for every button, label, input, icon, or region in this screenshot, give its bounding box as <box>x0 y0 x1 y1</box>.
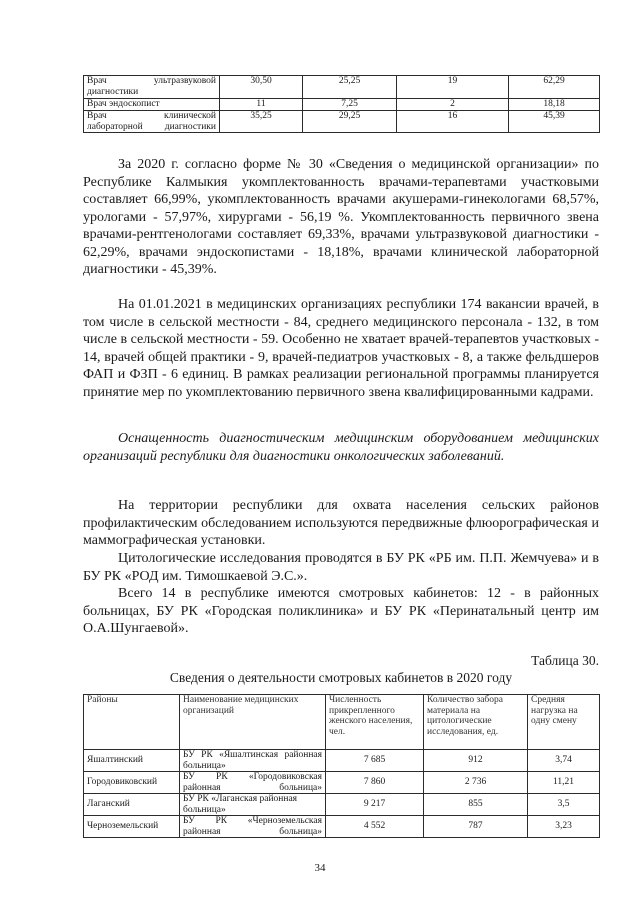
table-row <box>84 76 600 99</box>
table-cell: БУ РК «Черноземельская районная больница» <box>180 816 326 838</box>
column-header: Численность прикрепленного женского населения, чел. <box>326 695 424 750</box>
table-cell: 3,5 <box>528 794 600 816</box>
table-cell: 29,25 <box>303 111 397 133</box>
paragraph: Всего 14 в республике имеются смотровых кабинетов: 12 - в районных больницах, БУ РК «Городская поликлиника» и БУ РК «Перинатальный центр им О.А.Шунгаевой». <box>83 586 599 636</box>
paragraph: За 2020 г. согласно форме № 30 «Сведения о медицинской организации» по Республике Калмыкия укомплектованность врачами-терапевтами участковыми составляет 66,99%, укомплектованность врачами акушерами-гинекологами 68,57%, урологами - 57,97%, хирургами - 56,19 %. Укомплектованность первичного звена врачами-рентгенологами составляет 69,33%, врачами ультразвуковой диагностики - 62,29%, врачами эндоскопистами - 18,18%, врачами клинической лабораторной диагностики - 45,39%. <box>83 157 599 277</box>
table-cell: Яшалтинский <box>84 750 180 772</box>
table-row <box>84 99 600 111</box>
table-cell: 19 <box>397 76 509 99</box>
table-cell: 18,18 <box>509 99 600 111</box>
table-cell: 11 <box>220 99 303 111</box>
table-cell: 9 217 <box>326 794 424 816</box>
table-cell: 3,74 <box>528 750 600 772</box>
table-cell: 25,25 <box>303 76 397 99</box>
table-cell: 62,29 <box>509 76 600 99</box>
table-cell: 11,21 <box>528 772 600 794</box>
paragraph: На 01.01.2021 в медицинских организациях республики 174 вакансии врачей, в том числе в сельской местности - 84, среднего медицинского персонала - 132, в том числе в сельской местности - 59. Особенно не хватает врачей-терапевтов участковых - 14, врачей общей практики - 9, врачей-педиатров участковых - 8, а также фельдшеров ФАП и ФЗП - 6 единиц. В рамках реализации региональной программы планируется принятие мер по укомплектованию первичного звена квалифицированными кадрами. <box>83 297 599 400</box>
table-cell: 30,50 <box>220 76 303 99</box>
vacancies-paragraph <box>83 296 599 401</box>
exam-rooms-table <box>83 694 600 838</box>
table-header-row <box>84 695 600 750</box>
paragraph: Цитологические исследования проводятся в БУ РК «РБ им. П.П. Жемчуева» и в БУ РК «РОД им. Тимошкаевой Э.С.». <box>83 551 599 584</box>
table-cell: Лаганский <box>84 794 180 816</box>
table-row <box>84 816 600 838</box>
cytology-paragraph <box>83 550 599 585</box>
table-row <box>84 750 600 772</box>
table-cell: 3,23 <box>528 816 600 838</box>
staffing-table <box>83 75 600 133</box>
table-row <box>84 794 600 816</box>
table-cell: Черноземельский <box>84 816 180 838</box>
table-cell: БУ РК «Лаганская районная больница» <box>180 794 326 816</box>
table-cell: 7 685 <box>326 750 424 772</box>
table-cell: 787 <box>424 816 528 838</box>
table-cell: 2 736 <box>424 772 528 794</box>
table-cell: Городовиковский <box>84 772 180 794</box>
table-cell: Врач эндоскопист <box>84 99 220 111</box>
table-cell: 45,39 <box>509 111 600 133</box>
table-cell: 855 <box>424 794 528 816</box>
table-cell: БУ РК «Городовиковская районная больница» <box>180 772 326 794</box>
paragraph: На территории республики для охвата населения сельских районов профилактическим обследованием используются передвижные флюорографическая и маммографическая установки. <box>83 498 599 548</box>
table-cell: 2 <box>397 99 509 111</box>
column-header: Наименование медицинских организаций <box>180 695 326 750</box>
staffing-paragraph <box>83 156 599 279</box>
page-number: 34 <box>314 862 326 874</box>
column-header: Количество забора материала на цитологические исследования, ед. <box>424 695 528 750</box>
section-heading <box>83 430 599 465</box>
table-title: Сведения о деятельности смотровых кабинетов в 2020 году <box>169 670 513 685</box>
column-header: Районы <box>84 695 180 750</box>
screening-paragraph <box>83 497 599 550</box>
table-cell: 912 <box>424 750 528 772</box>
section-heading-text: Оснащенность диагностическим медицинским оборудованием медицинских организаций республики для диагностики онкологических заболеваний. <box>83 431 599 464</box>
table-row <box>84 772 600 794</box>
exam-rooms-paragraph <box>83 585 599 638</box>
table-cell: 4 552 <box>326 816 424 838</box>
table-cell: 7,25 <box>303 99 397 111</box>
table-cell: 7 860 <box>326 772 424 794</box>
table-cell: БУ РК «Яшалтинская районная больница» <box>180 750 326 772</box>
column-header: Средняя нагрузка на одну смену <box>528 695 600 750</box>
table-cell: 16 <box>397 111 509 133</box>
table-cell: Врач клинической лабораторной диагностики <box>84 111 220 133</box>
table-cell: Врач ультразвуковой диагностики <box>84 76 220 99</box>
table-number: Таблица 30. <box>531 653 599 668</box>
table-cell: 35,25 <box>220 111 303 133</box>
table-row <box>84 111 600 133</box>
